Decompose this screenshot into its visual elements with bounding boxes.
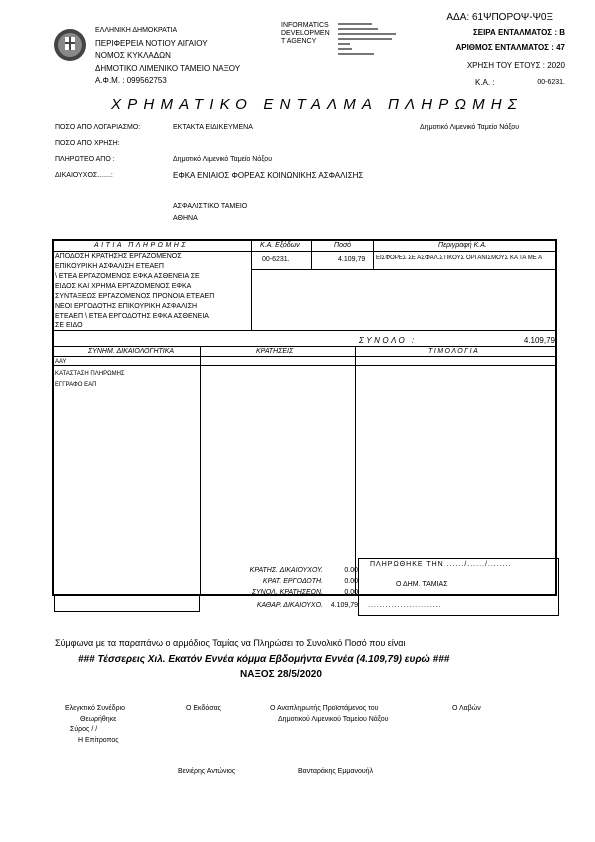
doc-item: ΚΑΤΑΣΤΑΣΗ ΠΛΗΡΩΜΗΣ xyxy=(55,371,125,377)
deputy-line: Δημοτικού Λιμενικού Ταμείου Νάξου xyxy=(278,716,389,723)
receiver-label: Ο Λαβών xyxy=(452,705,481,712)
audit-line: Η Επίτροπος xyxy=(78,737,119,744)
usage-label: ΠΟΣΟ ΑΠΟ ΧΡΗΣΗ: xyxy=(55,140,120,147)
greek-emblem-logo xyxy=(53,28,87,62)
place-date: ΝΑΞΟΣ 28/5/2020 xyxy=(240,669,322,680)
ka-value: 00-6231. xyxy=(537,79,565,86)
summary-label: ΚΡΑΤ. ΕΡΓΟΔΟΤΗ. xyxy=(262,578,323,585)
reason-line: \ ΕΤΕΑ ΕΡΓΑΖΟΜΕΝΟΣ ΕΦΚΑ ΑΣΘΕΝΕΙΑ ΣΕ xyxy=(55,273,200,280)
docs-box-bottom xyxy=(54,596,200,612)
col-reason-header: ΑΙΤΙΑ ΠΛΗΡΩΜΗΣ xyxy=(94,242,189,249)
col-ka-header: Κ.Α. Εξόδων xyxy=(260,242,300,249)
col-desc-header: Περιγραφή Κ.Α. xyxy=(438,242,487,249)
beneficiary-label: ΔΙΚΑΙΟΥΧΟΣ.......: xyxy=(55,172,113,179)
dev-agency-small-print xyxy=(338,22,398,56)
reason-line: ΣΥΝΤΑΞΕΩΣ ΕΡΓΑΖΟΜΕΝΟΣ ΠΡΟΝΟΙΑ ΕΤΕΑΕΠ xyxy=(55,293,215,300)
reason-line: ΣΕ ΕΙΔΟ xyxy=(55,322,83,329)
reason-line: ΕΤΕΑΕΠ \ ΕΤΕΑ ΕΡΓΟΔΟΤΗΣ ΕΦΚΑ ΑΣΘΕΝΕΙΑ xyxy=(55,313,209,320)
issuer-line-2: ΠΕΡΙΦΕΡΕΙΑ ΝΟΤΙΟΥ ΑΙΓΑΙΟΥ xyxy=(95,39,208,48)
cashier-dots: ......................... xyxy=(368,602,442,609)
doc-item: ΑΑΥ xyxy=(55,359,67,365)
ka-label: Κ.Α. : xyxy=(475,78,495,87)
reason-line: ΝΕΟΙ ΕΡΓΟΔΟΤΗΣ ΕΠΙΚΟΥΡΙΚΗ ΑΣΦΑΛΙΣΗ xyxy=(55,303,198,310)
dev-agency-logo-text-3: T AGENCY xyxy=(281,38,317,45)
document-title: ΧΡΗΜΑΤΙΚΟ ΕΝΤΑΛΜΑ ΠΛΗΡΩΜΗΣ xyxy=(111,96,523,113)
beneficiary-value: ΕΦΚΑ ΕΝΙΑΙΟΣ ΦΟΡΕΑΣ ΚΟΙΝΩΝΙΚΗΣ ΑΣΦΑΛΙΣΗΣ xyxy=(173,171,364,180)
paid-on: ΠΛΗΡΩΘΗΚΕ ΤΗΝ ....../....../........ xyxy=(370,561,512,568)
address-line-2: ΑΘΗΝΑ xyxy=(173,215,198,222)
dev-agency-logo-text-2: DEVELOPMEN xyxy=(281,30,330,37)
total-label: ΣΥΝΟΛΟ : xyxy=(359,336,417,345)
amount-in-words: ### Τέσσερεις Χιλ. Εκατόν Εννέα κόμμα Εβδομήντα Εννέα (4.109,79) ευρώ ### xyxy=(78,654,450,665)
deputy-line: Ο Αναπληρωτής Προϊστάμενος του xyxy=(270,705,379,712)
signatory-right: Βανταράκης Εμμανουήλ xyxy=(298,768,374,775)
summary-label: ΣΥΝΟΛ. ΚΡΑΤΗΣΕΩΝ. xyxy=(251,589,323,596)
reason-line: ΕΠΙΚΟΥΡΙΚΗ ΑΣΦΑΛΙΣΗ ΕΤΕΑΕΠ xyxy=(55,263,164,270)
audit-line: Ελεγκτικό Συνέδριο xyxy=(65,705,125,712)
summary-value: 4.109,79 xyxy=(330,602,358,609)
payer-label: ΠΛΗΡΩΤΕΟ ΑΠΟ : xyxy=(55,156,115,163)
issuer-line-3: ΝΟΜΟΣ ΚΥΚΛΑΔΩΝ xyxy=(95,51,171,60)
summary-value: 0.00 xyxy=(344,578,358,585)
col-deductions-header: ΚΡΑΤΗΣΕΙΣ xyxy=(256,348,294,355)
issuer-signature-label: Ο Εκδόσας xyxy=(186,705,222,712)
address-line-1: ΑΣΦΑΛΙΣΤΙΚΟ ΤΑΜΕΙΟ xyxy=(173,203,248,210)
voucher-series: ΣΕΙΡΑ ΕΝΤΑΛΜΑΤΟΣ : Β xyxy=(472,28,565,37)
ada-code: ΑΔΑ: 61ΨΠΟΡΟΨ-Ψ0Ξ xyxy=(446,12,553,23)
tax-id: Α.Φ.Μ. : 099562753 xyxy=(95,76,167,85)
account-value: ΕΚΤΑΚΤΑ ΕΙΔΙΚΕΥΜΕΝΑ xyxy=(173,124,253,131)
summary-value: 0.00 xyxy=(344,589,358,596)
account-right: Δημοτικό Λιμενικό Ταμείο Νάξου xyxy=(420,124,520,131)
fiscal-year: ΧΡΗΣΗ ΤΟΥ ΕΤΟΥΣ : 2020 xyxy=(466,61,565,70)
issuer-line-4: ΔΗΜΟΤΙΚΟ ΛΙΜΕΝΙΚΟ ΤΑΜΕΙΟ ΝΑΞΟΥ xyxy=(95,64,241,73)
total-value: 4.109,79 xyxy=(523,336,555,345)
summary-value: 0.00 xyxy=(344,567,358,574)
issuer-line-1: ΕΛΛΗΝΙΚΗ ΔΗΜΟΚΡΑΤΙΑ xyxy=(95,27,178,34)
row-desc: ΕΙΣΦΟΡΕΣ ΣΕ ΑΣΦΑΛ.ΣΤΙΚΟΥΣ ΟΡΓΑΝΙΣΜΟΥΣ ΚΑ ΤΑ ΜΕ Α xyxy=(376,255,543,261)
summary-label: ΚΑΘΑΡ. ΔΙΚΑΙΟΥΧΟ. xyxy=(256,602,323,609)
col-docs-header: ΣΥΝΗΜ. ΔΙΚΑΙΟΛΟΓΗΤΙΚΑ xyxy=(88,348,175,355)
row-ka: 00-6231. xyxy=(262,256,290,263)
voucher-number: ΑΡΙΘΜΟΣ ΕΝΤΑΛΜΑΤΟΣ : 47 xyxy=(455,43,565,52)
audit-line: Σύρος / / xyxy=(70,726,98,733)
col-amount-header: Ποσό xyxy=(334,242,352,249)
account-label: ΠΟΣΟ ΑΠΟ ΛΟΓΑΡΙΑΣΜΟ: xyxy=(55,124,141,131)
audit-line: Θεωρήθηκε xyxy=(80,716,117,723)
reason-line: ΕΙΔΟΣ ΚΑΙ ΧΡΗΜΑ ΕΡΓΑΖΟΜΕΝΟΣ ΕΦΚΑ xyxy=(55,283,192,290)
signatory-left: Βενιέρης Αντώνιος xyxy=(178,768,236,775)
reason-line: ΑΠΟΔΟΣΗ ΚΡΑΤΗΣΗΣ ΕΡΓΑΖΟΜΕΝΟΣ xyxy=(55,253,182,260)
dev-agency-logo-text-1: INFORMATICS xyxy=(281,22,329,29)
statement: Σύμφωνα με τα παραπάνω ο αρμόδιος Ταμίας να Πληρώσει το Συνολικό Ποσό που είναι xyxy=(55,638,406,648)
summary-label: ΚΡΑΤΗΣ. ΔΙΚΑΙΟΥΧΟΥ. xyxy=(249,567,323,574)
row-amount: 4.109,79 xyxy=(338,256,366,263)
col-invoices-header: ΤΙΜΟΛΟΓΙΑ xyxy=(428,348,480,355)
doc-item: ΕΓΓΡΑΦΟ ΕΑΠ xyxy=(55,382,97,388)
cashier-label: Ο ΔΗΜ. ΤΑΜΙΑΣ xyxy=(396,581,448,588)
payer-value: Δημοτικό Λιμενικό Ταμείο Νάξου xyxy=(173,156,273,163)
